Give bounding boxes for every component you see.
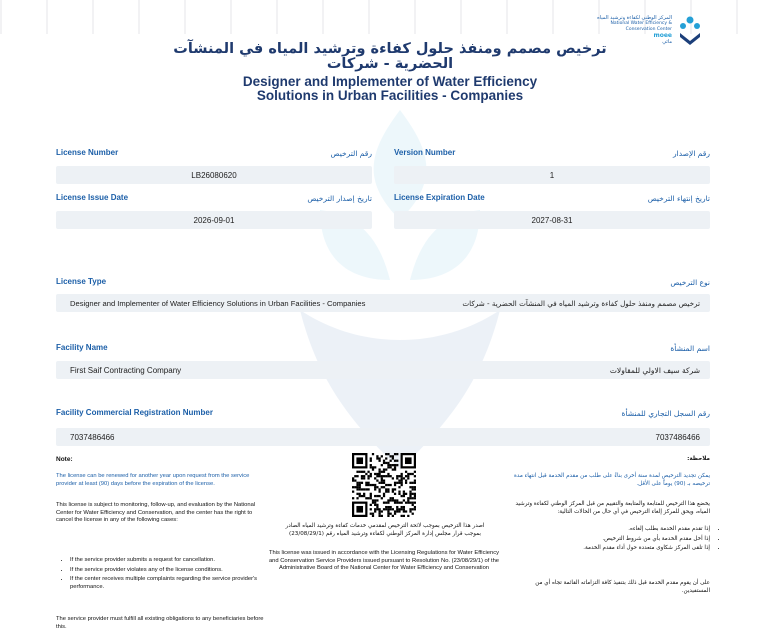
issue-date-label: License Issue Date <box>56 193 129 202</box>
note-subject-ar: يخضع هذا الترخيص للمتابعة والمتابعة والتقييم من قبل المركز الوطني لكفاءة وترشيد المياه، ويحق للمركز إلغاء الترخيص في أي حال من الحالات التالية: <box>515 501 710 515</box>
note-title-ar: ملاحظة: <box>687 456 710 462</box>
issue-date-value: 2026-09-01 <box>56 211 372 229</box>
expiration-date-value: 2027-08-31 <box>394 211 710 229</box>
commercial-registration-field <box>56 428 710 446</box>
facility-name-value-en: First Saif Contracting Company <box>70 365 182 375</box>
commercial-registration-value-ar: 7037486466 <box>655 432 700 442</box>
note-obligations-en: The service provider must fulfill all existing obligations to any beneficiaries before this. <box>56 616 264 630</box>
license-number-label-ar: رقم الترخيص <box>330 149 372 158</box>
facility-name-label: Facility Name <box>56 343 108 352</box>
page-title-en: Designer and Implementer of Water Efficiency Solutions in Urban Facilities - Companies <box>242 74 538 103</box>
issuance-text-en: This license was issued in accordance with the Licensing Regulations for Water Efficiency and Conservation Service Providers issued pursuant to Resolution No. (23/08/29/1) of the Administrative Board of the National Center for Water Efficiency and Conservation <box>268 550 500 572</box>
cancel-cases-en <box>60 557 280 593</box>
facility-name-field <box>56 361 710 379</box>
list-item: • إذا أخل مقدم الخدمة بأي من شروط الترخيص. <box>510 536 710 544</box>
facility-name-label-ar: اسم المنشأة <box>670 344 710 353</box>
license-type-field <box>56 294 710 312</box>
logo-org-en: National Water Efficiency & Conservation Center <box>610 21 672 32</box>
commercial-registration-value-en: 7037486466 <box>70 432 115 442</box>
note-renewal-ar: يمكن تجديد الترخيص لمدة سنة أخرى بناءً على طلب من مقدم الخدمة قبل انتهاء مدة ترخيصه بـ (90) يوماً على الأقل. <box>514 473 710 487</box>
list-item: • إذا تقدم مقدم الخدمة بطلب إلغاءه. <box>510 526 710 534</box>
version-number-label-ar: رقم الإصدار <box>673 149 710 158</box>
note-subject-en: This license is subject to monitoring, follow-up, and evaluation by the National Center for Water Efficiency and Conservation, and the center has the right to cancel the license in any of the following cases: <box>56 502 256 524</box>
license-number-label: License Number <box>56 148 119 157</box>
facility-name-value-ar: شركة سيف الاولي للمقاولات <box>609 365 700 375</box>
list-item: • If the center receives multiple complaints regarding the service provider's performance. <box>70 576 280 591</box>
logo-moee-ar: مائي <box>662 39 672 45</box>
license-type-label: License Type <box>56 277 107 286</box>
license-number-value: LB26080620 <box>56 166 372 184</box>
page-title-ar: ترخيص مصمم ومنفذ حلول كفاءة وترشيد المياه في المنشآت الحضرية - شركات <box>173 41 607 72</box>
list-item: • If the service provider violates any of the license conditions. <box>70 567 280 575</box>
note-renewal-en: The license can be renewed for another year upon request from the service provider at least (90) days before the expiration of the license. <box>56 473 250 487</box>
cancel-cases-ar <box>510 526 720 555</box>
logo-org-ar: المركز الوطني لكفاءة وترشيد المياه <box>597 15 672 21</box>
expiration-date-label: License Expiration Date <box>394 193 485 202</box>
note-obligations-ar: على أن يقوم مقدم الخدمة قبل ذلك بتنفيذ كافة التزاماته القائمة تجاه أي من المستفيدين. <box>535 580 710 594</box>
note-title-en: Note: <box>56 456 73 463</box>
commercial-registration-label-ar: رقم السجل التجاري للمنشأة <box>621 409 710 418</box>
license-type-value-en: Designer and Implementer of Water Efficiency Solutions in Urban Facilities - Companies <box>70 298 366 308</box>
list-item: • If the service provider submits a request for cancellation. <box>70 557 280 565</box>
commercial-registration-label: Facility Commercial Registration Number <box>56 408 213 417</box>
logo-moee: moee <box>653 32 672 39</box>
version-number-label: Version Number <box>394 148 456 157</box>
issuance-text-ar: اصدر هذا الترخيص بموجب لائحة الترخيص لمقدمي خدمات كفاءة وترشيد المياه الصادر بموجب قرار مجلس إدارة المركز الوطني لكفاءة وترشيد المياه رقم (23/08/29/1) <box>285 523 485 537</box>
expiration-date-label-ar: تاريخ إنتهاء الترخيص <box>647 194 710 203</box>
version-number-value: 1 <box>394 166 710 184</box>
water-drops-icon <box>676 15 704 47</box>
list-item: • إذا تلقى المركز شكاوى متعددة حول أداء مقدم الخدمة. <box>510 545 710 553</box>
license-type-value-ar: ترخيص مصمم ومنفذ حلول كفاءة وترشيد المياه في المنشآت الحضرية - شركات <box>462 298 700 308</box>
issue-date-label-ar: تاريخ إصدار الترخيص <box>307 194 372 203</box>
license-type-label-ar: نوع الترخيص <box>670 278 710 287</box>
qr-code <box>352 453 416 517</box>
